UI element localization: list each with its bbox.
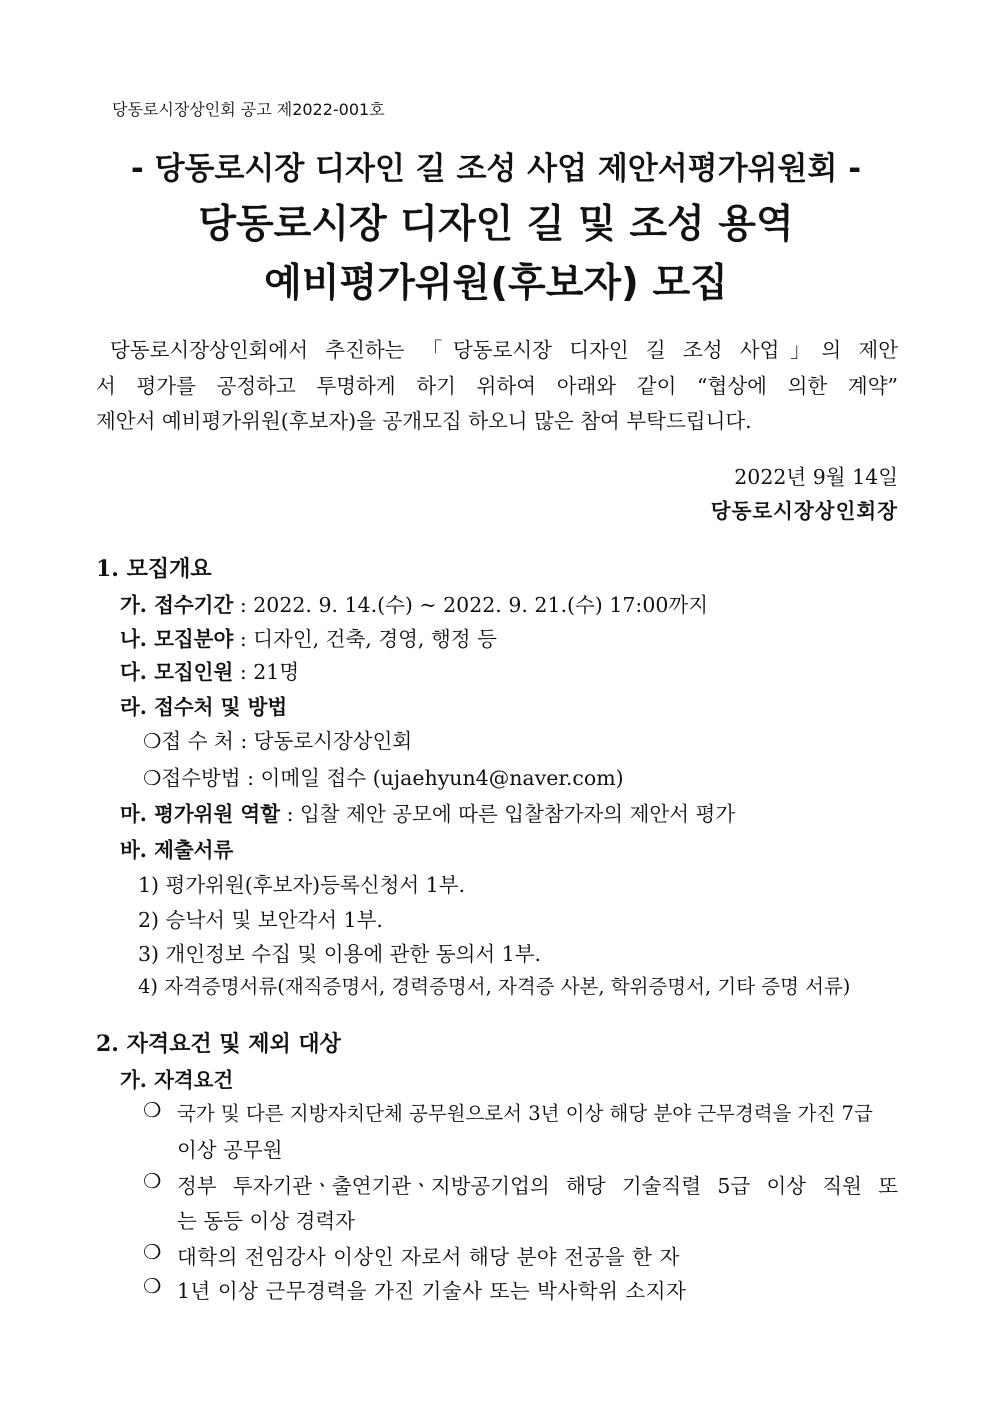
reception-period-label: 가. 접수기간 [120, 593, 234, 617]
intro-line-1: 당동로시장상인회에서 추진하는 「당동로시장 디자인 길 조성 사업」의 제안 [110, 338, 898, 362]
bullet-circle-icon: ❍ [143, 1240, 162, 1264]
bullet-circle-icon: ❍ [143, 1098, 162, 1122]
reception-method-label: 라. 접수처 및 방법 [120, 695, 288, 719]
intro-line-3: 제안서 예비평가위원(후보자)을 공개모집 하오니 많은 참여 부탁드립니다. [96, 409, 752, 433]
qualification-2-line-2: 는 동등 이상 경력자 [177, 1209, 355, 1233]
qualification-item-2 [143, 1169, 898, 1199]
recruit-fields-label: 나. 모집분야 [120, 627, 234, 651]
main-title: 당동로시장 디자인 길 및 조성 용역 [198, 202, 794, 247]
evaluator-role-value: : 입찰 제안 공모에 따른 입찰참가자의 제안서 평가 [280, 802, 736, 826]
reception-place: ❍접 수 처 : 당동로시장상인회 [143, 729, 413, 753]
section2-heading: 2. 자격요건 및 제외 대상 [96, 1031, 341, 1057]
qualification-3-text: 대학의 전임강사 이상인 자로서 해당 분야 전공을 한 자 [177, 1245, 680, 1269]
reception-period-value: : 2022. 9. 14.(수) ~ 2022. 9. 21.(수) 17:00까지 [233, 593, 709, 617]
qualification-2-line-1: 정부 투자기관ㆍ출연기관ㆍ지방공기업의 해당 기술직렬 5급 이상 직원 또 [177, 1174, 898, 1198]
qualification-item-3 [143, 1240, 898, 1270]
issuer-name: 당동로시장상인회장 [710, 499, 898, 523]
bullet-circle-icon: ❍ [143, 1274, 162, 1298]
notice-number: 당동로시장상인회 공고 제2022-001호 [112, 100, 385, 119]
document-item-3: 3) 개인정보 수집 및 이용에 관한 동의서 1부. [138, 942, 542, 966]
issue-date: 2022년 9월 14일 [734, 465, 898, 489]
main-subtitle: 예비평가위원(후보자) 모집 [264, 261, 728, 306]
document-item-1: 1) 평가위원(후보자)등록신청서 1부. [138, 873, 466, 897]
qualification-item-4 [143, 1274, 898, 1304]
qualifications-label: 가. 자격요건 [120, 1068, 234, 1092]
recruit-count [120, 655, 299, 685]
recruit-count-label: 다. 모집인원 [120, 660, 234, 684]
qualification-4-text: 1년 이상 근무경력을 가진 기술사 또는 박사학위 소지자 [177, 1279, 687, 1303]
documents-label: 바. 제출서류 [120, 838, 234, 862]
document-item-4: 4) 자격증명서류(재직증명서, 경력증명서, 자격증 사본, 학위증명서, 기타 증명 서류) [138, 975, 851, 998]
recruit-fields [120, 622, 497, 652]
committee-title: - 당동로시장 디자인 길 조성 사업 제안서평가위원회 - [130, 151, 862, 187]
evaluator-role [120, 797, 735, 827]
reception-method-heading [120, 690, 287, 720]
document-item-2: 2) 승낙서 및 보안각서 1부. [138, 908, 383, 932]
qualifications-heading [120, 1063, 233, 1093]
documents-heading [120, 833, 233, 863]
reception-email: ❍접수방법 : 이메일 접수 (ujaehyun4@naver.com) [143, 766, 624, 790]
section1-heading: 1. 모집개요 [96, 556, 212, 582]
intro-line-2: 서 평가를 공정하고 투명하게 하기 위하여 아래와 같이 “협상에 의한 계약” [96, 374, 898, 398]
qualification-1-line-2: 이상 공무원 [177, 1138, 283, 1162]
recruit-count-value: : 21명 [233, 660, 300, 684]
reception-period [120, 588, 708, 618]
bullet-circle-icon: ❍ [143, 1169, 162, 1193]
evaluator-role-label: 마. 평가위원 역할 [120, 802, 281, 826]
recruit-fields-value: : 디자인, 건축, 경영, 행정 등 [233, 627, 497, 651]
qualification-1-line-1: 국가 및 다른 지방자치단체 공무원으로서 3년 이상 해당 분야 근무경력을 가진 7급 [177, 1102, 873, 1125]
